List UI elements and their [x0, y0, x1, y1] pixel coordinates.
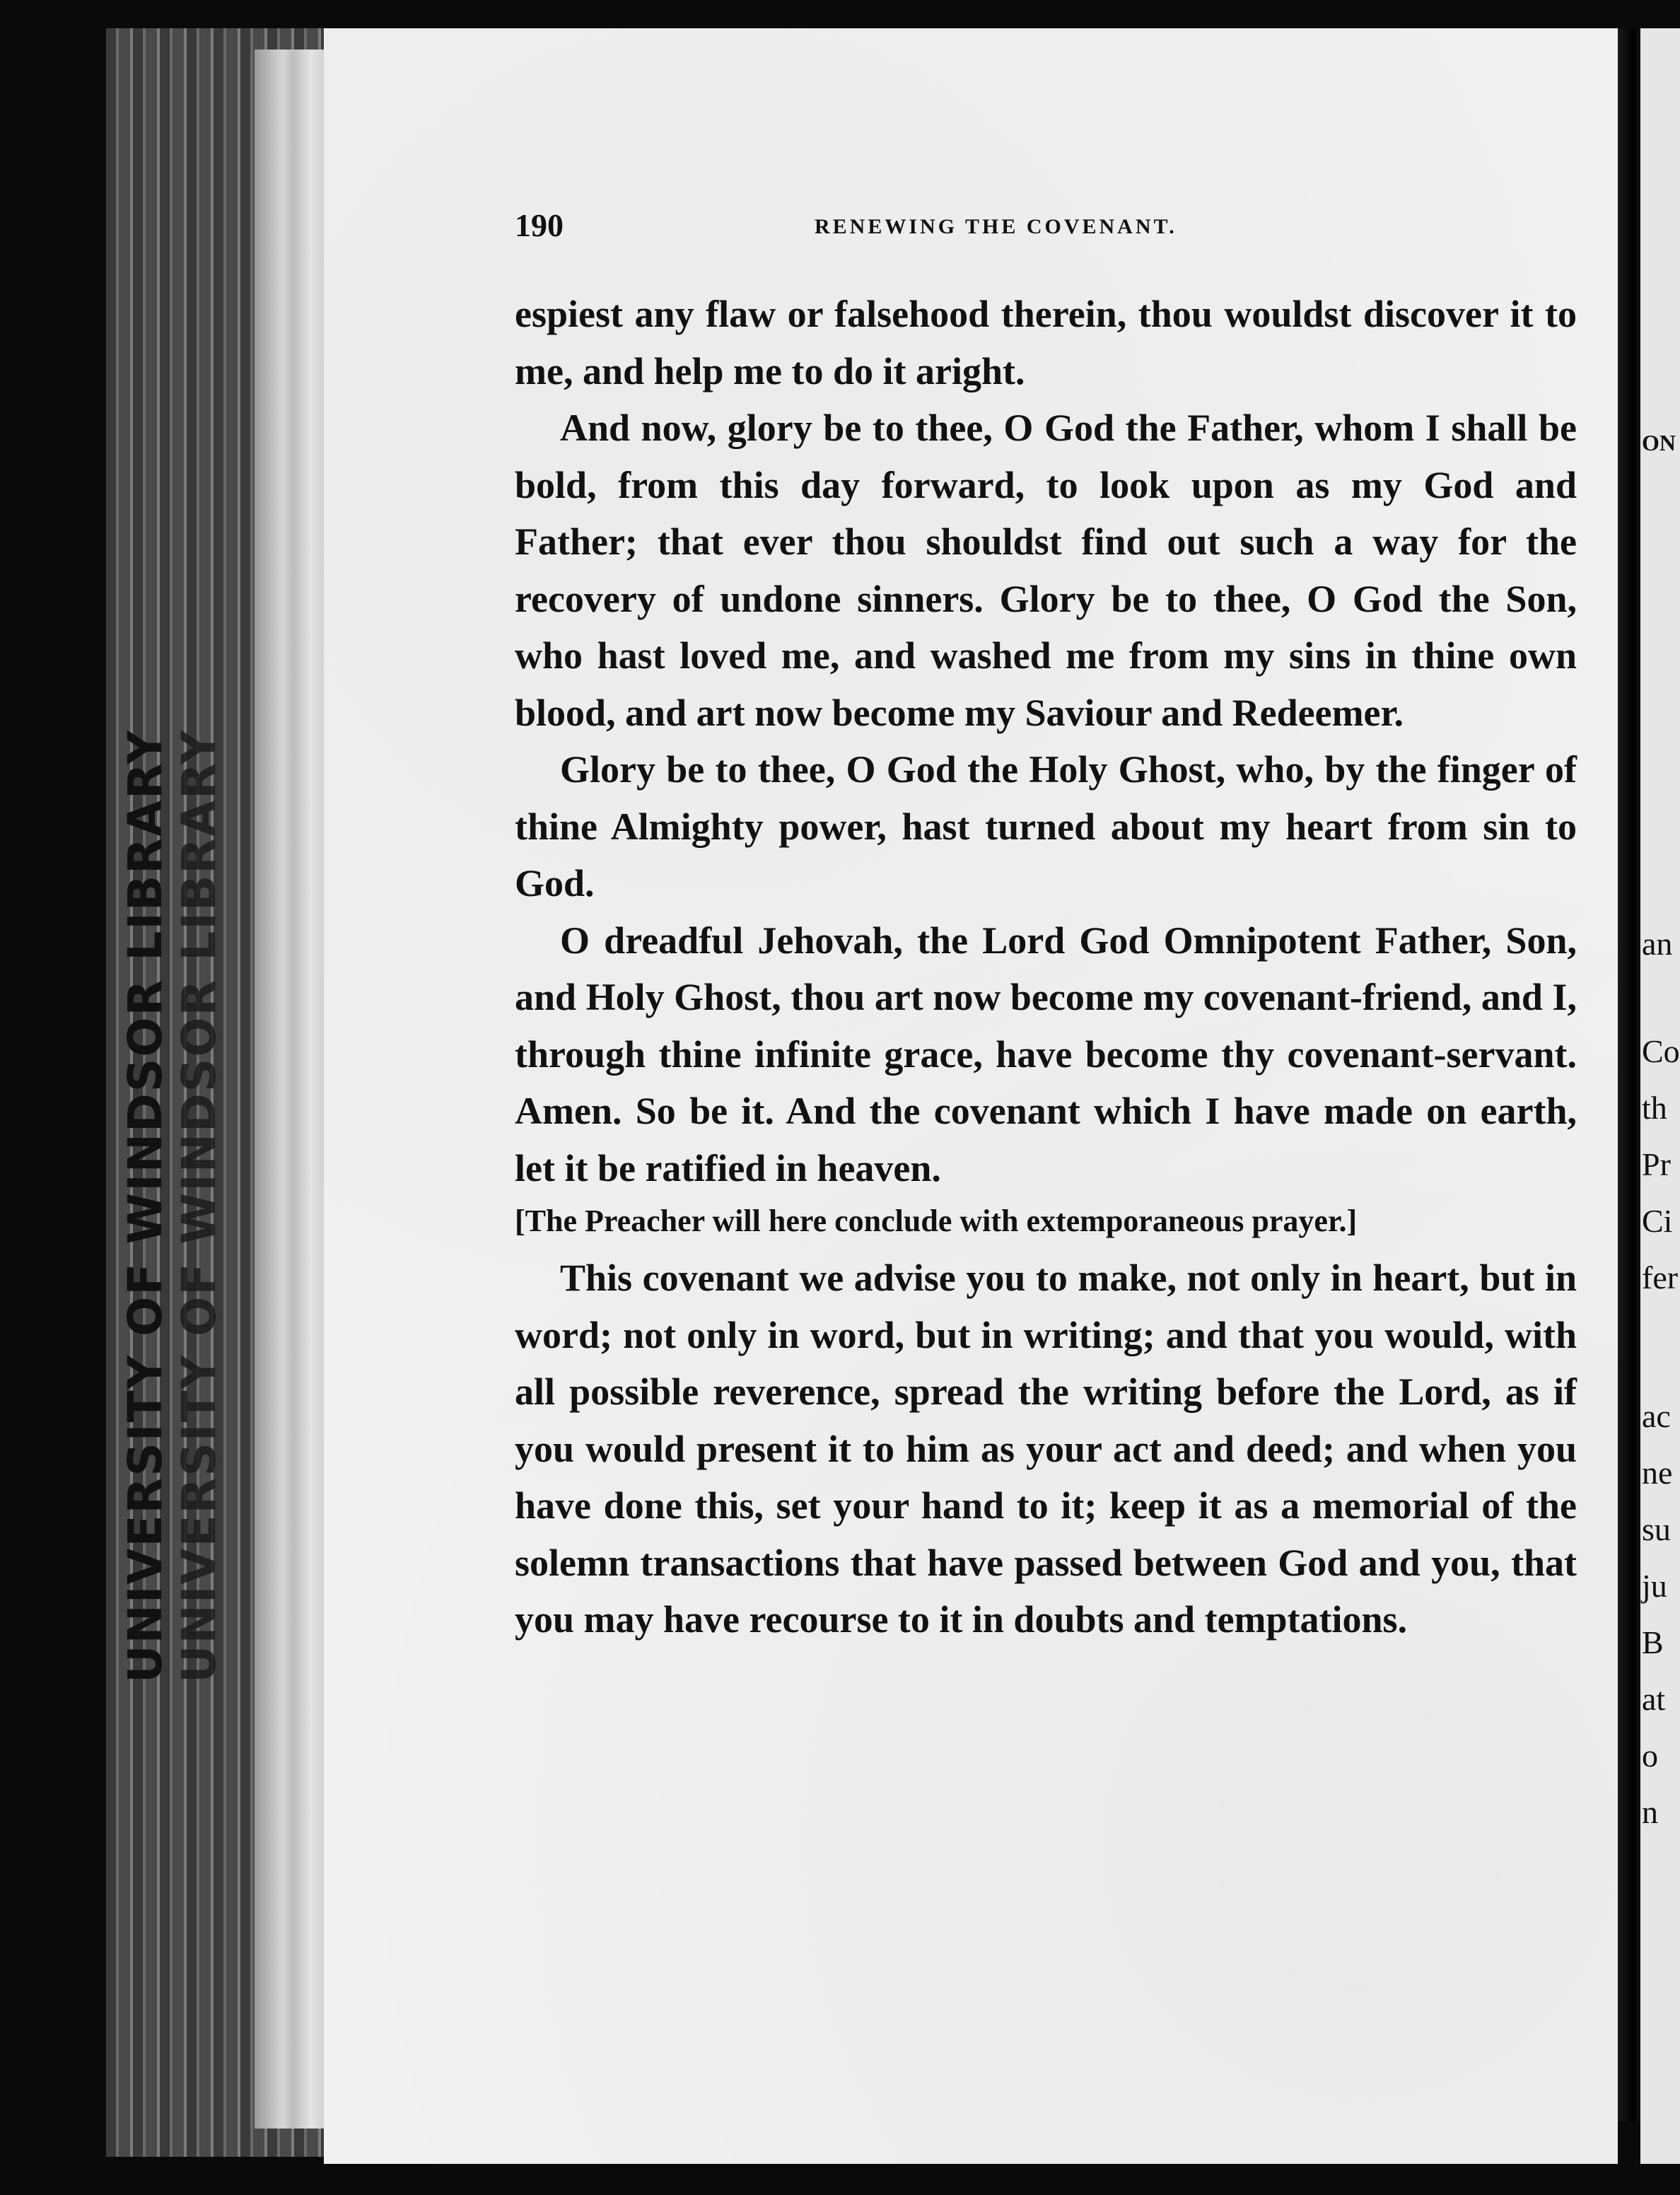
facing-fragment: at — [1642, 1681, 1666, 1717]
library-stamp-line: UNIVERSITY OF WINDSOR LIBRARY — [118, 728, 173, 1683]
running-title: RENEWING THE COVENANT. — [815, 215, 1177, 238]
facing-fragment: Ci — [1642, 1203, 1673, 1239]
facing-fragment: ju — [1642, 1568, 1667, 1604]
facing-fragment: fer — [1642, 1259, 1679, 1296]
facing-fragment: ne — [1642, 1455, 1673, 1491]
facing-fragment: an — [1642, 926, 1673, 962]
library-stamp-line-mirrored: UNIVERSITY OF WINDSOR LIBRARY — [172, 728, 226, 1683]
facing-fragment: th — [1642, 1090, 1667, 1126]
library-stamp — [119, 729, 226, 1683]
facing-fragment: Co — [1642, 1033, 1680, 1069]
facing-page-fragment — [1640, 28, 1680, 2164]
page-body — [515, 286, 1577, 1648]
facing-fragment: su — [1642, 1511, 1671, 1547]
paragraph: Glory be to thee, O God the Holy Ghost, who, by the finger of thine Almighty power, hast turned about my heart from sin to God. — [515, 748, 1577, 904]
page-edge-highlight — [255, 50, 325, 2129]
page-header — [515, 206, 1575, 249]
facing-fragment: ON — [1642, 430, 1676, 455]
facing-fragment: o — [1642, 1737, 1658, 1774]
paragraph: espiest any flaw or falsehood therein, thou wouldst discover it to me, and help me to do it aright. — [515, 293, 1577, 392]
facing-fragment: n — [1642, 1794, 1658, 1830]
page-number: 190 — [515, 207, 564, 243]
facing-fragment: Pr — [1642, 1146, 1671, 1182]
paragraph: This covenant we advise you to make, not only in heart, but in word; not only in word, but in writing; and that you would, with all possible reverence, spread the writing before the Lord, as if you would present it to him as your act and deed; and when you have done this, set your hand to it; keep it as a memorial of the solemn transactions that have passed between God and you, that you may have recourse to it in doubts and temptations. — [515, 1257, 1577, 1641]
paragraph: O dreadful Jehovah, the Lord God Omnipotent Father, Son, and Holy Ghost, thou art now become my covenant-friend, and I, through thine infinite grace, have become thy covenant-servant. Amen. So be it. And the covenant which I have made on earth, let it be ratified in heaven. — [515, 919, 1577, 1189]
preacher-note: [The Preacher will here conclude with extemporaneous prayer.] — [515, 1204, 1358, 1238]
facing-fragment: B — [1642, 1624, 1664, 1660]
facing-fragment: ac — [1642, 1398, 1671, 1434]
paragraph: And now, glory be to thee, O God the Father, whom I shall be bold, from this day forward, to look upon as my God and Father; that ever thou shouldst find out such a way for the recovery of undone sinners. Glory be to thee, O God the Son, who hast loved me, and washed me from my sins in thine own blood, and art now become my Saviour and Redeemer. — [515, 407, 1577, 734]
